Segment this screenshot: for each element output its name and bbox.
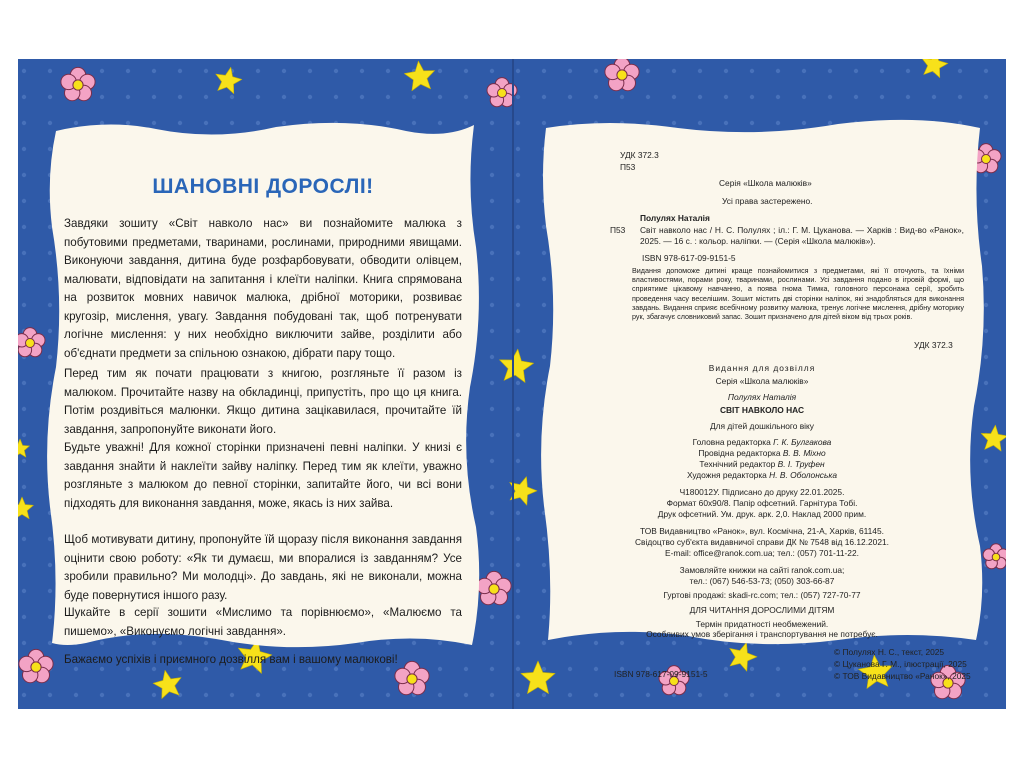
print-info-3: Друк офсетний. Ум. друк. арк. 2,0. Наклад 2000 прим. xyxy=(657,509,867,519)
intro-paragraph-2: Перед тим як почати працювати з книгою, розгляньте її разом із малюком. Прочитайте назву на обкладинці, припустіть, про що ця книга. Потім роздивіться малюнки. Якщо дитина зацікавилася, прочитайте їй завдання, запропонуйте виконати його. xyxy=(64,367,462,436)
author-name-2: Полулях Наталія xyxy=(727,392,797,402)
library-code-2: П53 xyxy=(610,225,626,235)
flower-icon xyxy=(61,67,95,100)
intro-paragraph-4: Щоб мотивувати дитину, пропонуйте їй щоразу після виконання завдання оцінити свою роботу: «Як ти думаєш, ми впоралися із завданням? Усе зробили правильно? Ми молодці». До завдань, які не виконали, можна буде повернутися іншого разу. xyxy=(64,533,462,602)
intro-paragraph-6: Бажаємо успіхів і приємного дозвілля вам і вашому малюкові! xyxy=(64,653,398,666)
chief-editor-line: Головна редакторка Г. К. Булгакова xyxy=(692,437,832,447)
print-info-2: Формат 60х90/8. Папір офсетний. Гарнітура Тобі. xyxy=(666,498,858,508)
left-page-panel xyxy=(46,117,480,666)
star-icon xyxy=(500,349,534,382)
isbn-bottom: ISBN 978-617-09-9151-5 xyxy=(614,669,708,679)
intro-paragraph-5: Шукайте в серії зошити «Мислимо та порівнюємо», «Малюємо та пишемо», «Виконуємо логічні завдання». xyxy=(64,606,462,638)
order-info-1: Замовляйте книжки на сайті ranok.com.ua; xyxy=(679,565,845,575)
adult-reading-note: ДЛЯ ЧИТАННЯ ДОРОСЛИМИ ДІТЯМ xyxy=(689,605,835,615)
library-code: П53 xyxy=(620,162,636,172)
publisher-address: ТОВ Видавництво «Ранок», вул. Космічна, 21-А, Харків, 61145. xyxy=(640,526,884,536)
order-info-2: тел.: (067) 546-53-73; (050) 303-66-87 xyxy=(689,576,835,586)
flower-icon xyxy=(19,649,53,682)
udk-code-2: УДК 372.3 xyxy=(914,340,953,350)
star-icon xyxy=(404,61,434,91)
page-gutter xyxy=(512,59,514,709)
copyright-illustrations: © Цуканова Г. М., ілюстрації, 2025 xyxy=(834,659,967,669)
star-icon xyxy=(216,67,242,93)
bibliographic-record: Світ навколо нас / Н. С. Полулях ; іл.: Г. М. Цуканова. — Харків : Вид-во «Ранок», 2025. — 16 с. : кольор. наліпки. — (Серія «Школа малюків»). xyxy=(640,225,964,246)
udk-code: УДК 372.3 xyxy=(620,150,659,160)
publisher-contacts: E-mail: office@ranok.com.ua; тел.: (057) 701-11-22. xyxy=(665,548,859,558)
star-icon xyxy=(18,497,33,519)
edition-type: Видання для дозвілля xyxy=(708,363,816,373)
book-title: СВІТ НАВКОЛО НАС xyxy=(719,405,805,415)
wholesale-info: Гуртові продажі: skadi-rc.com; тел.: (057) 727-70-77 xyxy=(663,590,861,600)
copyright-text: © Полулях Н. С., текст, 2025 xyxy=(834,647,945,657)
author-name: Полулях Наталія xyxy=(640,213,710,223)
book-spread xyxy=(18,59,1006,709)
flower-icon xyxy=(477,571,511,604)
intro-paragraph-3: Будьте уважні! Для кожної сторінки призначені певні наліпки. У книзі є завдання знайти й наклеїти зайву наліпку. Перед тим як клеїти, уважно розгляньте з малюком до певної сторінки, запитайте його, чи всі вони підходять для виконання завдання, може, якась із них зайва. xyxy=(64,441,462,510)
intro-paragraph-1: Завдяки зошиту «Світ навколо нас» ви познайомите малюка з побутовими предметами, тваринами, рослинами, природними явищами. Виконуючи завдання, дитина буде розфарбовувати, обводити олівцем, малювати, відповідати на запитання і клеїти наліпки. Книга спрямована на розвиток мовних навичок малюка, дрібної моторики, розвиває кругозір, мислення, увагу. Завдання побудовані так, щоб потренувати логічне мислення: у них необхідно виключити зайве, розділити або об'єднати предмети за спільною ознакою, дібрати пару тощо. xyxy=(64,217,462,360)
copyright-publisher: © ТОВ Видавництво «Ранок», 2025 xyxy=(834,671,971,681)
star-icon xyxy=(521,661,555,694)
annotation-text: Видання допоможе дитині краще познайомитися з предметами, які її оточують, та їхніми властивостями, порами року, тваринами, рослинами. Усі завдання подано в ігровій формі, що сприятиме цікавому навчанню, а поява гнома Тимка, головного персонажа серії, зробить проведення часу веселішим. Зошит містить дві сторінки наліпок, які знадобляться для виконання завдань. Видання сприяє всебічному розвитку малюка, тренує логічне мислення, дрібну моторику рук, збагачує словниковий запас. Зошит призначено для дітей віком від трьох років. xyxy=(632,266,964,322)
print-info-1: Ч180012У. Підписано до друку 22.01.2025. xyxy=(679,487,845,497)
left-page-title: ШАНОВНІ ДОРОСЛІ! xyxy=(152,175,374,198)
right-page-panel xyxy=(538,116,986,681)
series-label-2: Серія «Школа малюків» xyxy=(715,376,809,386)
flower-icon xyxy=(983,544,1006,569)
isbn-top: ISBN 978-617-09-9151-5 xyxy=(642,253,736,263)
flower-icon xyxy=(605,59,639,91)
storage-note: Особливих умов зберігання і транспортування не потребує. xyxy=(646,629,878,639)
star-icon xyxy=(730,643,757,672)
tech-editor-line: Технічний редактор В. І. Труфен xyxy=(699,459,825,469)
shelf-life-note: Термін придатності необмежений. xyxy=(695,619,829,629)
lead-editor-line: Провідна редакторка В. В. Міхно xyxy=(698,448,826,458)
art-editor-line: Художня редакторка Н. В. Оболонська xyxy=(686,470,838,480)
star-icon xyxy=(922,59,948,78)
age-note: Для дітей дошкільного віку xyxy=(709,421,814,431)
star-icon xyxy=(153,670,181,698)
publisher-certificate: Свідоцтво суб'єкта видавничої справи ДК № 7548 від 16.12.2021. xyxy=(634,537,889,547)
rights-notice: Усі права застережено. xyxy=(722,196,813,206)
star-icon xyxy=(18,439,30,457)
series-label: Серія «Школа малюків» xyxy=(719,178,812,188)
